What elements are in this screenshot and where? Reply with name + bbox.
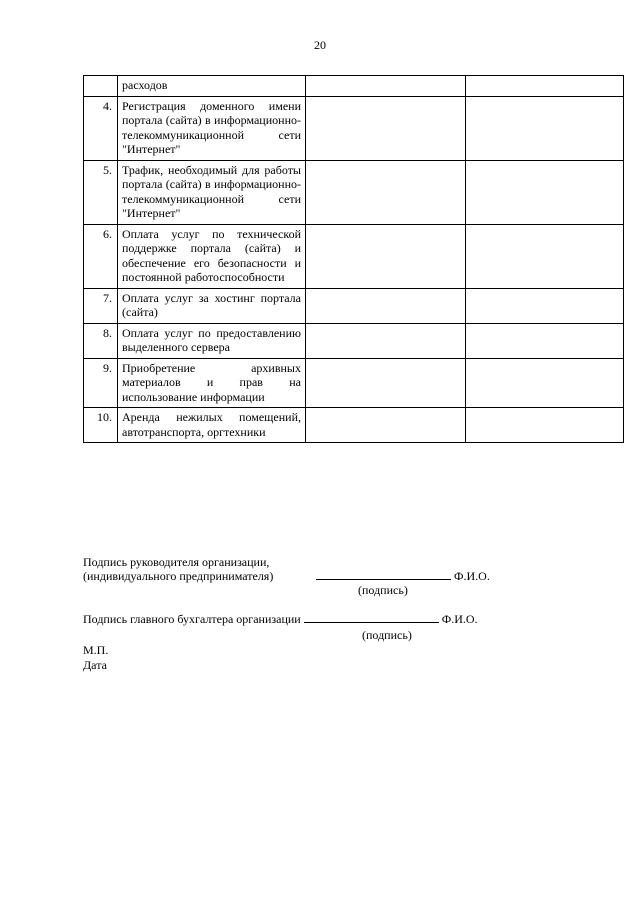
row-number: 10. (84, 408, 118, 443)
value-cell-1 (306, 323, 466, 358)
row-number: 4. (84, 96, 118, 160)
accountant-signature-label: Подпись главного бухгалтера организации (83, 612, 301, 626)
head-signature-label-line2: (индивидуального предпринимателя) (83, 569, 274, 583)
value-cell-2 (466, 408, 624, 443)
value-cell-2 (466, 358, 624, 408)
accountant-signature-caption: (подпись) (362, 628, 412, 642)
expense-name: Трафик, необходимый для работы портала (сайта) в информационно-телекоммуникационной сети "Интернет" (118, 160, 306, 224)
value-cell-2 (466, 288, 624, 323)
page-number: 20 (314, 38, 326, 52)
expense-name: Оплата услуг по технической поддержке портала (сайта) и обеспечение его безопасности и постоянной работоспособности (118, 224, 306, 288)
table-row (84, 358, 624, 408)
value-cell-1 (306, 408, 466, 443)
value-cell-1 (306, 224, 466, 288)
value-cell-2 (466, 323, 624, 358)
table-row (84, 288, 624, 323)
expense-name: расходов (118, 76, 306, 97)
date-label: Дата (83, 658, 107, 672)
value-cell-1 (306, 96, 466, 160)
value-cell-1 (306, 288, 466, 323)
head-signature-line[interactable] (316, 569, 451, 580)
head-fio: Ф.И.О. (454, 569, 490, 583)
row-number: 5. (84, 160, 118, 224)
value-cell-1 (306, 160, 466, 224)
value-cell-1 (306, 76, 466, 97)
table-row (84, 323, 624, 358)
value-cell-2 (466, 96, 624, 160)
row-number (84, 76, 118, 97)
expense-name: Регистрация доменного имени портала (сайта) в информационно-телекоммуникационной сети "Интернет" (118, 96, 306, 160)
value-cell-2 (466, 224, 624, 288)
value-cell-2 (466, 160, 624, 224)
row-number: 6. (84, 224, 118, 288)
accountant-signature-line[interactable] (304, 612, 439, 623)
value-cell-2 (466, 76, 624, 97)
value-cell-1 (306, 358, 466, 408)
expense-name: Приобретение архивных материалов и прав на использование информации (118, 358, 306, 408)
head-signature-block (83, 569, 273, 583)
accountant-signature-block (83, 612, 478, 626)
head-signature-caption: (подпись) (358, 583, 408, 597)
table-row (84, 76, 624, 97)
accountant-fio: Ф.И.О. (441, 612, 478, 626)
table-row (84, 160, 624, 224)
stamp-label: М.П. (83, 643, 109, 657)
head-signature-label-line1: Подпись руководителя организации, (83, 555, 270, 569)
table-row (84, 224, 624, 288)
row-number: 8. (84, 323, 118, 358)
expenses-table (83, 75, 624, 443)
table-row (84, 96, 624, 160)
row-number: 9. (84, 358, 118, 408)
expense-name: Оплата услуг за хостинг портала (сайта) (118, 288, 306, 323)
table-row (84, 408, 624, 443)
head-signature-line-group (316, 569, 490, 583)
row-number: 7. (84, 288, 118, 323)
expense-name: Оплата услуг по предоставлению выделенного сервера (118, 323, 306, 358)
expense-name: Аренда нежилых помещений, автотранспорта, оргтехники (118, 408, 306, 443)
